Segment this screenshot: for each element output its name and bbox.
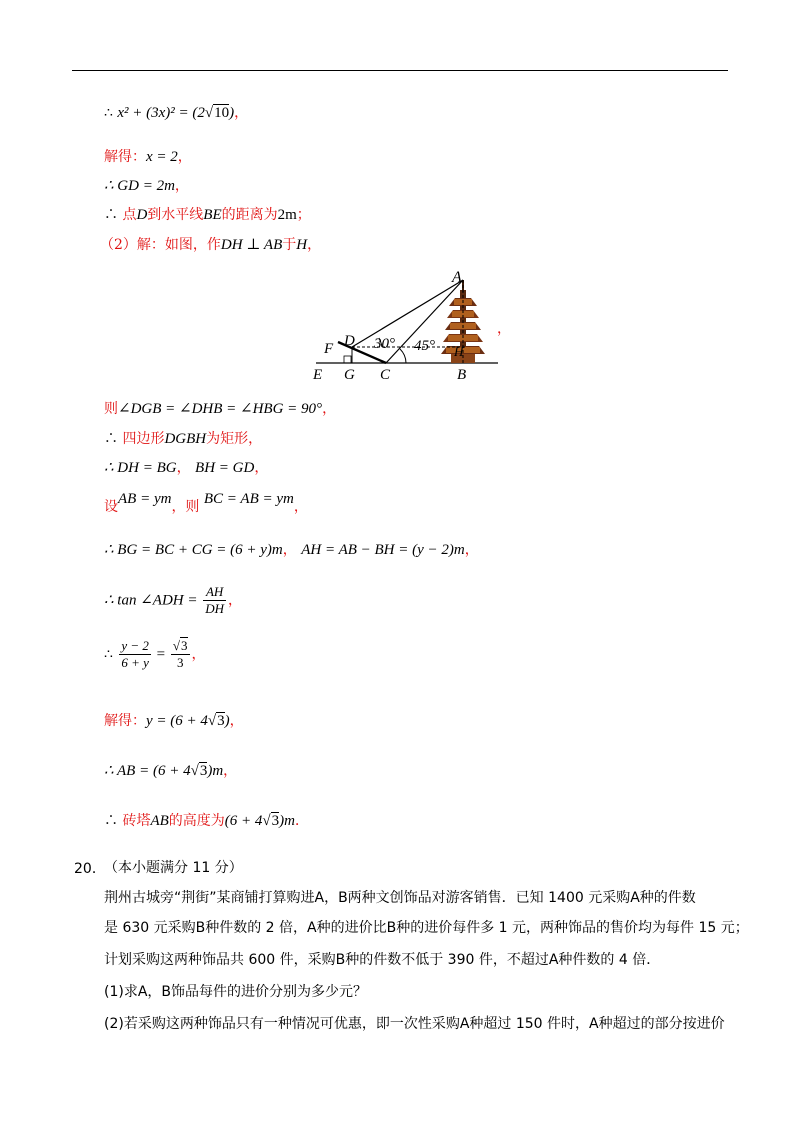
solution-line-4: ∴ 点D到水平线BE的距离为2m； [104, 207, 311, 223]
header-rule [72, 70, 728, 71]
solution-line-5: （2）解：如图，作DH ⊥ AB于H， [100, 237, 322, 253]
figure-comma: ， [497, 321, 511, 337]
question-paragraph-1: 荆州古城旁“荆街”某商铺打算购进A，B两种文创饰品对游客销售．已知 1400 元采购A种的件数 [104, 890, 696, 906]
label-G: G [344, 367, 355, 383]
question-part-2: (2)若采购这两种饰品只有一种情况可优惠，即一次性采购A种超过 150 件时，A种超过的部分按进价 [104, 1016, 725, 1032]
question-number: 20． [74, 861, 106, 877]
label-D: D [344, 333, 355, 349]
solution-line-6: 则∠DGB = ∠DHB = ∠HBG = 90°， [104, 401, 337, 417]
solution-line-11: ∴ tan ∠ADH = $\frac{AH}{DH}$ ， [104, 584, 243, 616]
solution-line-12: ∴ $\frac{y - 2}{6 + y}$ = $\frac{√3}{3}$ ， [104, 638, 206, 670]
fraction-AH-DH: $\frac{AH}{DH}$ [205, 584, 225, 616]
geometry-figure [308, 262, 508, 384]
right-angle-mark [344, 356, 351, 363]
solution-line-8: ∴ DH = BG， BH = GD， [104, 460, 269, 476]
label-A: A [452, 269, 462, 286]
solution-line-10: ∴ BG = BC + CG = (6 + y)m， AH = AB − BH = (y − 2)m， [104, 542, 479, 558]
solution-line-9: 设AB = ym，则 BC = AB = ym， [104, 491, 308, 515]
question-paragraph-2: 是 630 元采购B种件数的 2 倍，A种的进价比B种的进价每件多 1 元，两种饰品的售价均为每件 15 元； [104, 920, 749, 936]
solution-line-2: 解得：x = 2， [104, 149, 192, 165]
fraction-y: $\frac{y - 2}{6 + y}$ [121, 638, 149, 670]
solution-line-13: 解得：y = (6 + 4√3)， [104, 713, 244, 729]
label-E: E [313, 367, 323, 383]
solution-line-1: ∴ x² + (3x)² = (2√10)， [104, 105, 249, 121]
angle-arc-45 [400, 349, 406, 363]
label-F: F [324, 341, 334, 357]
solution-line-14: ∴ AB = (6 + 4√3)m， [104, 763, 238, 779]
question-part-1: (1)求A，B饰品每件的进价分别为多少元？ [104, 984, 368, 1000]
solution-line-7: ∴ 四边形DGBH为矩形， [104, 431, 263, 447]
label-B: B [457, 367, 467, 383]
solution-line-15: ∴ 砖塔AB的高度为(6 + 4√3)m． [104, 813, 309, 829]
label-angle-45: 45° [414, 338, 435, 354]
label-angle-30: 30° [374, 336, 395, 352]
fraction-sqrt3: $\frac{√3}{3}$ [172, 638, 188, 670]
line-AD [352, 280, 463, 347]
label-H: H [454, 344, 464, 359]
question-paragraph-3: 计划采购这两种饰品共 600 件，采购B种的件数不低于 390 件，不超过A种件数的 4 倍． [104, 952, 661, 968]
question-header: （本小题满分 11 分） [104, 860, 243, 876]
label-C: C [380, 367, 391, 383]
solution-line-3: ∴ GD = 2m， [104, 178, 189, 194]
